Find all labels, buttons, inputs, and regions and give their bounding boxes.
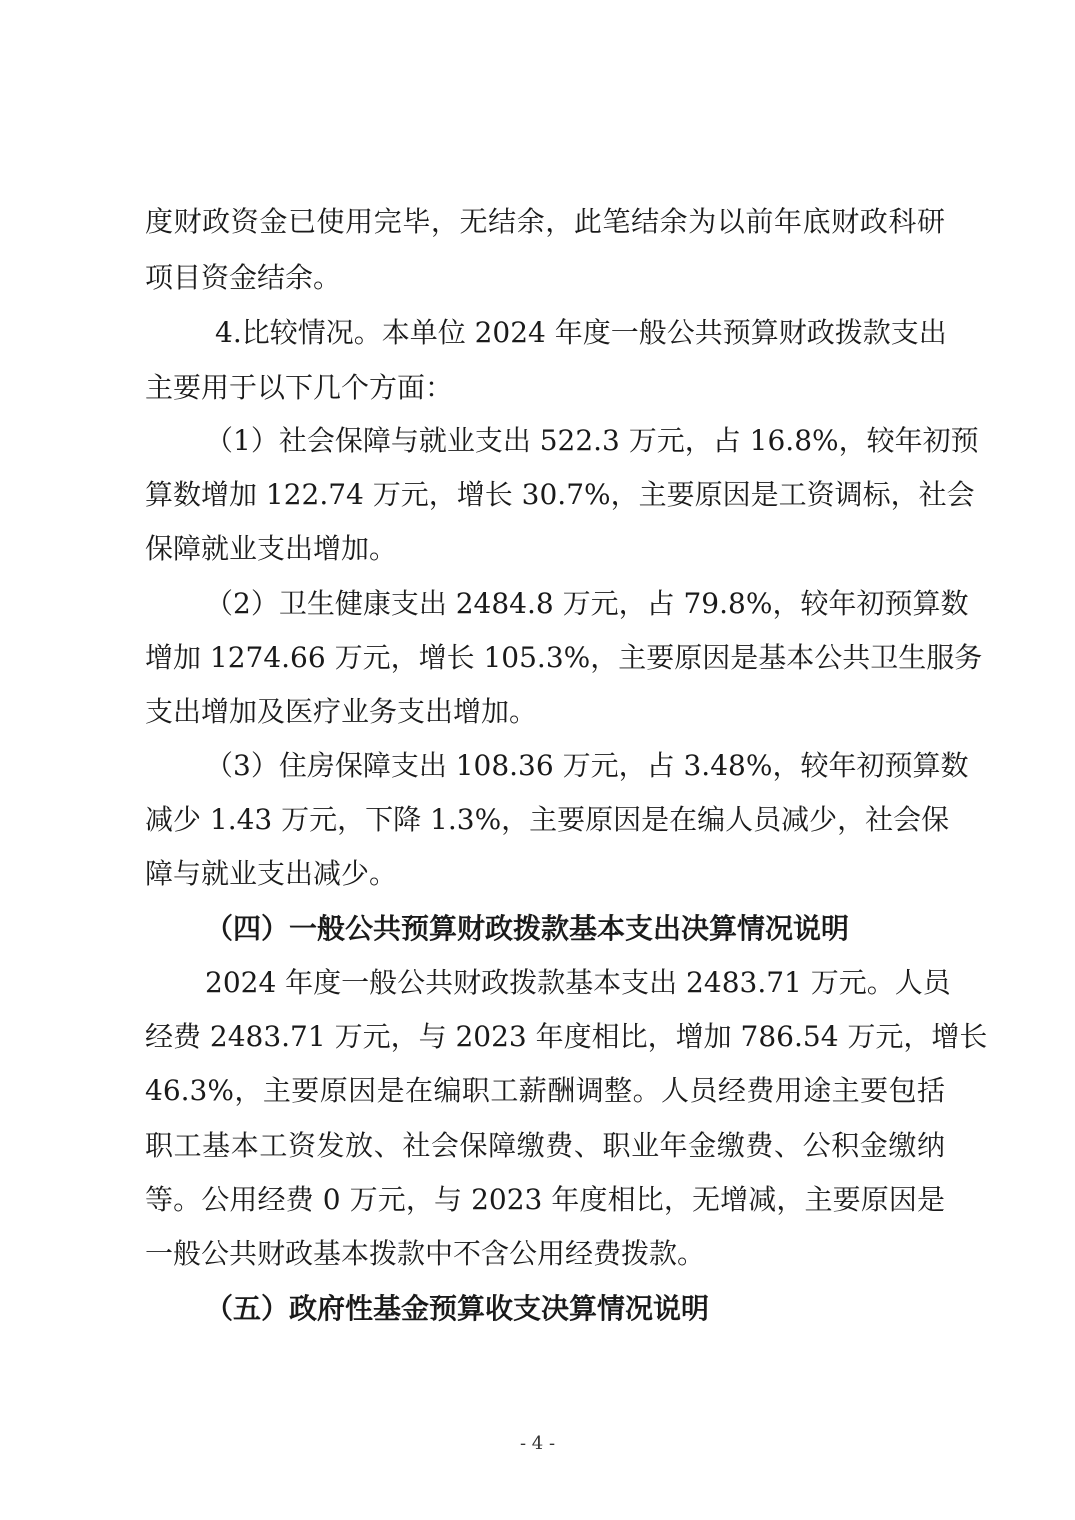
paragraph-line: 度财政资金已使用完毕，无结余，此笔结余为以前年底财政科研: [145, 205, 945, 238]
paragraph-line: 经费 2483.71 万元，与 2023 年度相比，增加 786.54 万元，增长: [145, 1020, 988, 1053]
paragraph-line: 算数增加 122.74 万元，增长 30.7%，主要原因是工资调标，社会: [145, 478, 975, 511]
section-heading: （四）一般公共预算财政拨款基本支出决算情况说明: [205, 912, 850, 945]
paragraph-line: （3）住房保障支出 108.36 万元，占 3.48%，较年初预算数: [205, 749, 969, 782]
paragraph-line: 保障就业支出增加。: [145, 532, 398, 565]
paragraph-line: 主要用于以下几个方面：: [145, 371, 454, 404]
paragraph-line: 支出增加及医疗业务支出增加。: [145, 695, 538, 728]
paragraph-line: 职工基本工资发放、社会保障缴费、职业年金缴费、公积金缴纳: [145, 1129, 945, 1162]
paragraph-line: 一般公共财政基本拨款中不含公用经费拨款。: [145, 1237, 706, 1270]
paragraph-line: 46.3%，主要原因是在编职工薪酬调整。人员经费用途主要包括: [145, 1074, 945, 1107]
paragraph-line: 障与就业支出减少。: [145, 857, 398, 890]
page-number: - 4 -: [519, 1433, 556, 1454]
paragraph-line: 增加 1274.66 万元，增长 105.3%，主要原因是基本公共卫生服务: [145, 641, 983, 674]
paragraph-line: 减少 1.43 万元，下降 1.3%，主要原因是在编人员减少，社会保: [145, 803, 950, 836]
paragraph-line: （2）卫生健康支出 2484.8 万元，占 79.8%，较年初预算数: [205, 587, 969, 620]
paragraph-line: 4.比较情况。本单位 2024 年度一般公共预算财政拨款支出: [215, 316, 947, 349]
paragraph-line: 2024 年度一般公共财政拨款基本支出 2483.71 万元。人员: [205, 966, 951, 999]
paragraph-line: （1）社会保障与就业支出 522.3 万元，占 16.8%，较年初预: [205, 424, 979, 457]
section-heading: （五）政府性基金预算收支决算情况说明: [205, 1292, 710, 1325]
paragraph-line: 等。公用经费 0 万元，与 2023 年度相比，无增减，主要原因是: [145, 1183, 945, 1216]
paragraph-line: 项目资金结余。: [145, 261, 342, 294]
